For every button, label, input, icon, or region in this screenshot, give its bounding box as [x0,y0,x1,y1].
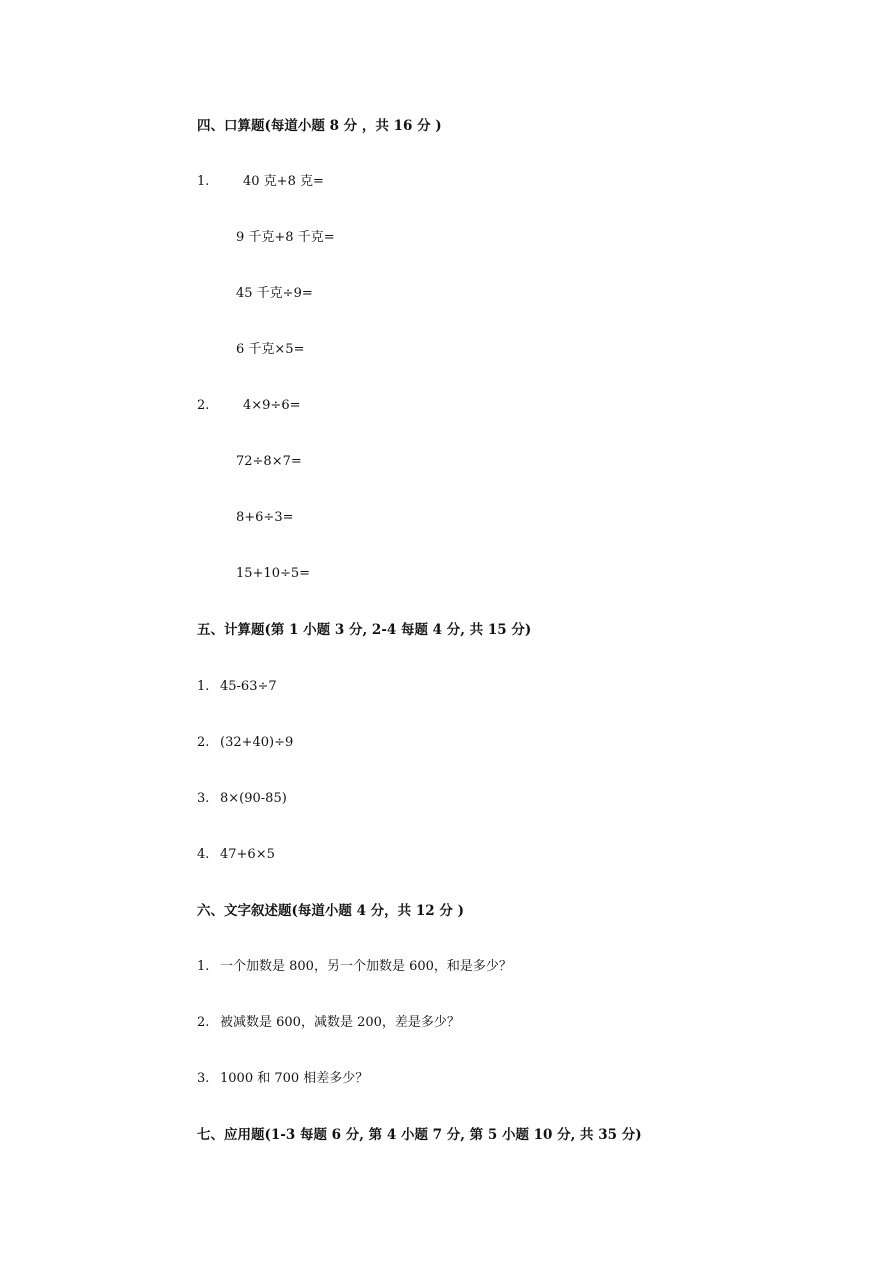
calc-item: (32+40)÷9 [220,735,294,750]
oral-item: 4×9÷6= [243,398,301,413]
oral-item: 45 千克÷9= [236,286,313,301]
word-problem: 1000 和 700 相差多少？ [220,1071,369,1086]
question-number: 2. [197,1015,210,1030]
calc-item: 45-63÷7 [220,679,277,694]
question-number: 1. [197,959,210,974]
oral-item: 8+6÷3= [236,510,294,525]
oral-item: 40 克+8 克= [243,174,324,189]
oral-item: 9 千克+8 千克= [236,230,335,245]
question-number: 1. [197,679,210,694]
oral-item: 72÷8×7= [236,454,302,469]
question-number: 2. [197,735,210,750]
question-number: 3. [197,1071,210,1086]
word-problem: 被减数是 600，减数是 200，差是多少？ [220,1015,460,1030]
question-number: 1. [197,174,210,189]
section-heading-6: 六、文字叙述题(每道小题 4 分，共 12 分 ) [197,903,464,919]
question-number: 4. [197,847,210,862]
section-heading-5: 五、计算题(第 1 小题 3 分, 2-4 每题 4 分, 共 15 分) [197,622,532,638]
oral-item: 15+10÷5= [236,566,311,581]
question-number: 3. [197,791,210,806]
oral-item: 6 千克×5= [236,342,305,357]
section-heading-4: 四、口算题(每道小题 8 分 ，共 16 分 ) [197,118,442,134]
question-number: 2. [197,398,210,413]
calc-item: 47+6×5 [220,847,275,862]
word-problem: 一个加数是 800，另一个加数是 600，和是多少？ [220,959,512,974]
calc-item: 8×(90-85) [220,791,287,806]
section-heading-7: 七、应用题(1-3 每题 6 分, 第 4 小题 7 分, 第 5 小题 10 分, 共 35 分) [197,1127,642,1143]
